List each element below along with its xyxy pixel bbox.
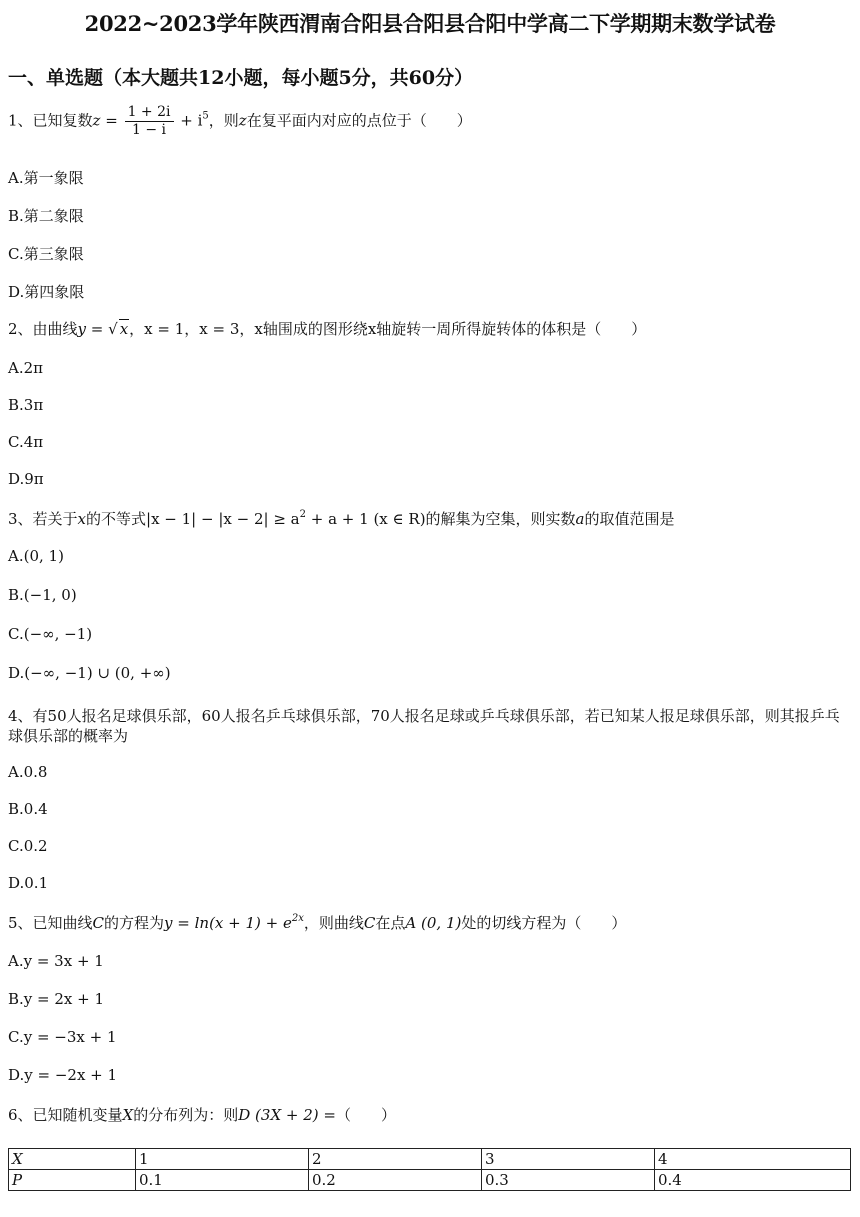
q5-mid2: ，则曲线: [303, 914, 364, 932]
q4-option-b[interactable]: B.0.4: [8, 800, 48, 818]
q3-var: x: [77, 510, 87, 528]
q1-denominator: 1 − i: [132, 122, 167, 138]
q3-exponent: 2: [299, 509, 306, 520]
table-cell: X: [9, 1149, 136, 1170]
question-1-stem: [8, 104, 472, 139]
q5-option-a[interactable]: A.y = 3x + 1: [8, 952, 104, 970]
q1-option-d[interactable]: D.第四象限: [8, 283, 85, 301]
table-cell: 0.4: [655, 1170, 851, 1191]
q5-option-b[interactable]: B.y = 2x + 1: [8, 990, 105, 1008]
q3-option-b[interactable]: B.(−1, 0): [8, 586, 77, 604]
table-cell: 2: [309, 1149, 482, 1170]
q6-var: X: [122, 1106, 134, 1124]
q3-option-d[interactable]: D.(−∞, −1) ∪ (0, +∞): [8, 664, 171, 682]
q2-curve: y =: [77, 320, 109, 338]
q1-eq: =: [100, 111, 123, 130]
q2-prefix: 2、由曲线: [8, 320, 78, 338]
table-cell: 0.1: [136, 1170, 309, 1191]
q4-option-c[interactable]: C.0.2: [8, 837, 48, 855]
q1-z: z: [92, 111, 101, 130]
q5-equation: y = ln(x + 1) + e: [164, 914, 292, 932]
q5-option-d[interactable]: D.y = −2x + 1: [8, 1066, 118, 1084]
q2-option-c[interactable]: C.4π: [8, 433, 44, 451]
q5-c2: C: [363, 914, 376, 932]
q6-mid: 的分布列为：则: [133, 1106, 239, 1124]
q1-exponent: 5: [202, 110, 209, 122]
q3-avar: a: [575, 510, 585, 528]
q1-numerator: 1 + 2i: [125, 104, 174, 122]
q2-option-a[interactable]: A.2π: [8, 359, 44, 377]
document-title: 2022~2023学年陕西渭南合阳县合阳县合阳中学高二下学期期末数学试卷: [84, 11, 776, 36]
question-6-stem: [8, 1104, 396, 1125]
q4-option-a[interactable]: A.0.8: [8, 763, 48, 781]
table-row: [9, 1149, 851, 1170]
q2-radicand: x: [119, 320, 129, 338]
question-4-stem: 4、有50人报名足球俱乐部，60人报名乒乓球俱乐部，70人报名足球或乒乓球俱乐部，若已知某人报足球俱乐部，则其报乒乓球俱乐部的概率为: [8, 707, 840, 745]
q1-option-c[interactable]: C.第三象限: [8, 245, 84, 263]
q1-suffix: ，则: [208, 111, 239, 130]
q5-exponent: 2x: [291, 913, 304, 924]
q1-z-ref: z: [238, 111, 247, 130]
q5-mid3: 在点: [375, 914, 406, 932]
q4-option-d[interactable]: D.0.1: [8, 874, 49, 892]
table-cell: 0.3: [482, 1170, 655, 1191]
question-3-stem: [8, 508, 675, 529]
q3-option-a[interactable]: A.(0, 1): [8, 547, 64, 565]
q1-prefix: 1、已知复数: [8, 111, 93, 130]
q5-point: A (0, 1): [405, 914, 462, 932]
q6-prefix: 6、已知随机变量: [8, 1106, 123, 1124]
q3-prefix: 3、若关于: [8, 510, 78, 528]
q3-option-c[interactable]: C.(−∞, −1): [8, 625, 93, 643]
q2-option-d[interactable]: D.9π: [8, 470, 44, 488]
distribution-table: [8, 1148, 851, 1191]
table-cell: P: [9, 1170, 136, 1191]
table-cell: 1: [136, 1149, 309, 1170]
q1-suffix2: 在复平面内对应的点位于（ ）: [246, 111, 472, 130]
q5-suffix: 处的切线方程为（ ）: [461, 914, 627, 932]
q1-fraction: [125, 104, 174, 139]
table-cell: 0.2: [309, 1170, 482, 1191]
q3-suffix: 的取值范围是: [584, 510, 675, 528]
question-2-stem: [8, 318, 646, 339]
q2-option-b[interactable]: B.3π: [8, 396, 44, 414]
q6-suffix: =（ ）: [318, 1106, 396, 1124]
table-cell: 3: [482, 1149, 655, 1170]
q5-c: C: [92, 914, 105, 932]
table-row: [9, 1170, 851, 1191]
q5-prefix: 5、已知曲线: [8, 914, 93, 932]
q1-option-b[interactable]: B.第二象限: [8, 207, 84, 225]
q5-mid: 的方程为: [104, 914, 165, 932]
q5-option-c[interactable]: C.y = −3x + 1: [8, 1028, 117, 1046]
q1-plus-i: + i: [175, 111, 203, 130]
q3-mid: 的不等式|x − 1| − |x − 2| ≥ a: [86, 510, 300, 528]
q1-option-a[interactable]: A.第一象限: [8, 169, 84, 187]
section-heading: 一、单选题（本大题共12小题，每小题5分，共60分）: [8, 67, 474, 89]
q2-sqrt-sign: √: [108, 320, 118, 338]
q6-expr: D (3X + 2): [238, 1106, 319, 1124]
q3-mid2: + a + 1 (x ∈ R)的解集为空集，则实数: [305, 510, 576, 528]
q2-mid: ，x = 1，x = 3，x轴围成的图形绕x轴旋转一周所得旋转体的体积是（ ）: [129, 320, 647, 338]
question-5-stem: [8, 912, 626, 933]
table-cell: 4: [655, 1149, 851, 1170]
